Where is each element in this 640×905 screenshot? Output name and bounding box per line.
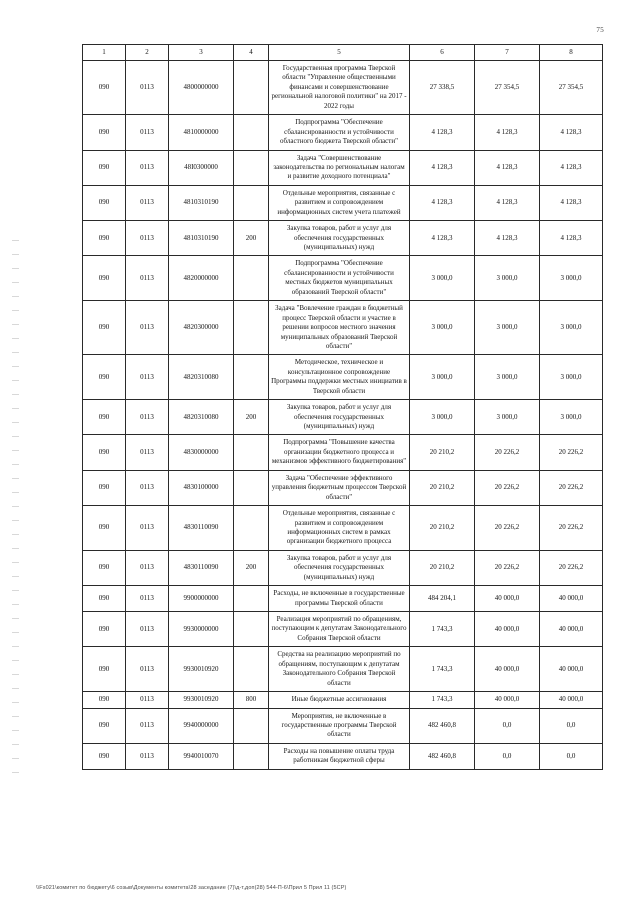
table-row: [83, 185, 603, 220]
row-description: Подпрограмма "Повышение качества организации бюджетного процесса и механизмов эффективного бюджетирования": [269, 435, 410, 470]
row-amount-2: 0,0: [475, 743, 540, 769]
row-amount-2: 3 000,0: [475, 256, 540, 301]
row-section: 0113: [126, 647, 169, 692]
row-chapter: 090: [83, 435, 126, 470]
table-row: [83, 115, 603, 150]
row-description: Реализация мероприятий по обращениям, поступающим к депутатам Законодательного Собрания Тверской области: [269, 612, 410, 647]
row-amount-3: 40 000,0: [540, 692, 603, 708]
row-target-code: 9930000000: [169, 612, 234, 647]
row-expense-type: 800: [234, 692, 269, 708]
row-amount-1: 1 743,3: [410, 692, 475, 708]
row-section: 0113: [126, 708, 169, 743]
row-amount-2: 4 128,3: [475, 150, 540, 185]
row-expense-type: [234, 115, 269, 150]
row-amount-2: 20 226,2: [475, 550, 540, 585]
row-amount-1: 4 128,3: [410, 150, 475, 185]
column-header-5: 5: [269, 45, 410, 61]
row-amount-1: 4 128,3: [410, 115, 475, 150]
column-header-6: 6: [410, 45, 475, 61]
row-section: 0113: [126, 692, 169, 708]
row-description: Отдельные мероприятия, связанные с развитием и сопровождением информационных систем учета платежей: [269, 185, 410, 220]
row-target-code: 4800000000: [169, 61, 234, 115]
row-description: Подпрограмма "Обеспечение сбалансированности и устойчивости местных бюджетов муниципальных образований Тверской области": [269, 256, 410, 301]
row-amount-2: 3 000,0: [475, 355, 540, 400]
row-expense-type: [234, 355, 269, 400]
row-amount-1: 20 210,2: [410, 550, 475, 585]
row-amount-3: 3 000,0: [540, 301, 603, 355]
table-row: [83, 61, 603, 115]
row-amount-3: 0,0: [540, 743, 603, 769]
row-amount-2: 40 000,0: [475, 647, 540, 692]
row-amount-3: 20 226,2: [540, 435, 603, 470]
row-amount-3: 4 128,3: [540, 150, 603, 185]
table-row: [83, 743, 603, 769]
row-chapter: 090: [83, 185, 126, 220]
row-section: 0113: [126, 435, 169, 470]
row-amount-3: 3 000,0: [540, 400, 603, 435]
column-header-7: 7: [475, 45, 540, 61]
row-section: 0113: [126, 550, 169, 585]
row-chapter: 090: [83, 400, 126, 435]
row-target-code: 9900000000: [169, 586, 234, 612]
row-description: Государственная программа Тверской области "Управление общественными финансами и совершенствование региональной налоговой политики" на 2017 - 2022 годы: [269, 61, 410, 115]
row-target-code: 4820310080: [169, 355, 234, 400]
row-section: 0113: [126, 115, 169, 150]
row-target-code: 4820310080: [169, 400, 234, 435]
row-description: Задача "Обеспечение эффективного управления бюджетным процессом Тверской области": [269, 470, 410, 505]
row-amount-2: 40 000,0: [475, 612, 540, 647]
row-chapter: 090: [83, 115, 126, 150]
row-expense-type: 200: [234, 550, 269, 585]
row-section: 0113: [126, 256, 169, 301]
row-expense-type: [234, 586, 269, 612]
row-target-code: 4810310190: [169, 221, 234, 256]
row-description: Закупка товаров, работ и услуг для обеспечения государственных (муниципальных) нужд: [269, 221, 410, 256]
row-chapter: 090: [83, 506, 126, 551]
row-target-code: 4810000000: [169, 115, 234, 150]
row-chapter: 090: [83, 61, 126, 115]
row-section: 0113: [126, 355, 169, 400]
table-header-row: [83, 45, 603, 61]
row-chapter: 090: [83, 150, 126, 185]
footer-file-path: \\Fs021\комитет по бюджету\6 созыв\Документы комитета\28 заседание (7)\д-т,доп(28) 544-П-6\Прил 5 Прил 11 (5СР): [36, 885, 347, 891]
row-chapter: 090: [83, 355, 126, 400]
row-expense-type: [234, 612, 269, 647]
row-chapter: 090: [83, 692, 126, 708]
row-expense-type: [234, 470, 269, 505]
row-expense-type: [234, 743, 269, 769]
table-row: [83, 692, 603, 708]
row-amount-3: 4 128,3: [540, 185, 603, 220]
row-target-code: 4830000000: [169, 435, 234, 470]
column-header-1: 1: [83, 45, 126, 61]
row-amount-3: 20 226,2: [540, 470, 603, 505]
row-section: 0113: [126, 470, 169, 505]
row-chapter: 090: [83, 301, 126, 355]
row-target-code: 48I0300000: [169, 150, 234, 185]
row-amount-2: 40 000,0: [475, 586, 540, 612]
row-amount-3: 40 000,0: [540, 586, 603, 612]
table-row: [83, 256, 603, 301]
column-header-8: 8: [540, 45, 603, 61]
row-amount-2: 4 128,3: [475, 221, 540, 256]
row-target-code: 9940000000: [169, 708, 234, 743]
row-expense-type: [234, 647, 269, 692]
table-row: [83, 221, 603, 256]
row-amount-1: 4 128,3: [410, 185, 475, 220]
table-row: [83, 586, 603, 612]
row-description: Подпрограмма "Обеспечение сбалансированности и устойчивости областного бюджета Тверской области": [269, 115, 410, 150]
row-amount-2: 40 000,0: [475, 692, 540, 708]
row-section: 0113: [126, 506, 169, 551]
row-expense-type: [234, 708, 269, 743]
table-row: [83, 301, 603, 355]
row-amount-1: 482 460,8: [410, 708, 475, 743]
row-chapter: 090: [83, 221, 126, 256]
table-row: [83, 355, 603, 400]
row-description: Методическое, техническое и консультационное сопровождение Программы поддержки местных инициатив в Тверской области: [269, 355, 410, 400]
row-description: Расходы на повышение оплаты труда работникам бюджетной сферы: [269, 743, 410, 769]
row-amount-1: 484 204,1: [410, 586, 475, 612]
row-expense-type: [234, 301, 269, 355]
row-description: Средства на реализацию мероприятий по обращениям, поступающим к депутатам Законодательного Собрания Тверской области: [269, 647, 410, 692]
page-number: 75: [596, 26, 604, 34]
row-amount-1: 3 000,0: [410, 400, 475, 435]
row-target-code: 4820000000: [169, 256, 234, 301]
row-section: 0113: [126, 612, 169, 647]
row-expense-type: [234, 506, 269, 551]
row-target-code: 4810310190: [169, 185, 234, 220]
row-section: 0113: [126, 743, 169, 769]
row-chapter: 090: [83, 647, 126, 692]
row-section: 0113: [126, 301, 169, 355]
row-amount-1: 3 000,0: [410, 256, 475, 301]
row-amount-2: 27 354,5: [475, 61, 540, 115]
row-amount-3: 4 128,3: [540, 221, 603, 256]
row-amount-2: 20 226,2: [475, 435, 540, 470]
row-amount-1: 20 210,2: [410, 506, 475, 551]
row-amount-3: 3 000,0: [540, 355, 603, 400]
row-section: 0113: [126, 185, 169, 220]
table-row: [83, 400, 603, 435]
row-description: Мероприятия, не включенные в государственные программы Тверской области: [269, 708, 410, 743]
row-description: Закупка товаров, работ и услуг для обеспечения государственных (муниципальных) нужд: [269, 550, 410, 585]
budget-table-body: [83, 45, 603, 770]
row-amount-1: 20 210,2: [410, 470, 475, 505]
row-description: Закупка товаров, работ и услуг для обеспечения государственных (муниципальных) нужд: [269, 400, 410, 435]
row-chapter: 090: [83, 256, 126, 301]
row-amount-1: 1 743,3: [410, 647, 475, 692]
row-amount-2: 4 128,3: [475, 115, 540, 150]
column-header-3: 3: [169, 45, 234, 61]
row-amount-1: 27 338,5: [410, 61, 475, 115]
row-chapter: 090: [83, 550, 126, 585]
row-chapter: 090: [83, 586, 126, 612]
row-amount-2: 3 000,0: [475, 400, 540, 435]
row-target-code: 9940010070: [169, 743, 234, 769]
row-amount-1: 3 000,0: [410, 301, 475, 355]
row-amount-2: 0,0: [475, 708, 540, 743]
row-target-code: 4830110090: [169, 550, 234, 585]
column-header-4: 4: [234, 45, 269, 61]
table-row: [83, 470, 603, 505]
row-expense-type: 200: [234, 400, 269, 435]
row-chapter: 090: [83, 743, 126, 769]
row-amount-1: 3 000,0: [410, 355, 475, 400]
row-amount-1: 482 460,8: [410, 743, 475, 769]
budget-table: [82, 44, 603, 770]
row-amount-3: 0,0: [540, 708, 603, 743]
row-description: Иные бюджетные ассигнования: [269, 692, 410, 708]
row-section: 0113: [126, 400, 169, 435]
row-amount-3: 40 000,0: [540, 612, 603, 647]
table-row: [83, 550, 603, 585]
row-chapter: 090: [83, 470, 126, 505]
table-row: [83, 612, 603, 647]
column-header-2: 2: [126, 45, 169, 61]
row-amount-1: 4 128,3: [410, 221, 475, 256]
row-amount-2: 4 128,3: [475, 185, 540, 220]
table-row: [83, 150, 603, 185]
row-amount-3: 20 226,2: [540, 550, 603, 585]
row-chapter: 090: [83, 612, 126, 647]
row-amount-3: 27 354,5: [540, 61, 603, 115]
row-amount-2: 20 226,2: [475, 506, 540, 551]
scan-margin-marks: [12, 240, 22, 780]
row-description: Отдельные мероприятия, связанные с развитием и сопровождением информационных систем в рамках организации бюджетного процесса: [269, 506, 410, 551]
row-amount-1: 20 210,2: [410, 435, 475, 470]
row-description: Задача "Вовлечение граждан в бюджетный процесс Тверской области и участие в решении вопросов местного значения муниципальных образований Тверской области": [269, 301, 410, 355]
row-target-code: 9930010920: [169, 692, 234, 708]
row-amount-3: 3 000,0: [540, 256, 603, 301]
row-section: 0113: [126, 586, 169, 612]
row-description: Расходы, не включенные в государственные программы Тверской области: [269, 586, 410, 612]
row-amount-2: 3 000,0: [475, 301, 540, 355]
row-amount-1: 1 743,3: [410, 612, 475, 647]
row-amount-2: 20 226,2: [475, 470, 540, 505]
row-expense-type: [234, 185, 269, 220]
row-expense-type: [234, 435, 269, 470]
row-amount-3: 40 000,0: [540, 647, 603, 692]
row-expense-type: [234, 150, 269, 185]
row-amount-3: 20 226,2: [540, 506, 603, 551]
row-section: 0113: [126, 150, 169, 185]
row-chapter: 090: [83, 708, 126, 743]
row-expense-type: [234, 256, 269, 301]
row-section: 0113: [126, 61, 169, 115]
row-amount-3: 4 128,3: [540, 115, 603, 150]
row-target-code: 4820300000: [169, 301, 234, 355]
row-target-code: 4830100000: [169, 470, 234, 505]
row-target-code: 9930010920: [169, 647, 234, 692]
row-target-code: 4830110090: [169, 506, 234, 551]
table-row: [83, 506, 603, 551]
table-row: [83, 647, 603, 692]
row-description: Задача "Совершенствование законодательства по региональным налогам и развитие доходного потенциала": [269, 150, 410, 185]
table-row: [83, 435, 603, 470]
row-expense-type: [234, 61, 269, 115]
table-row: [83, 708, 603, 743]
row-expense-type: 200: [234, 221, 269, 256]
row-section: 0113: [126, 221, 169, 256]
